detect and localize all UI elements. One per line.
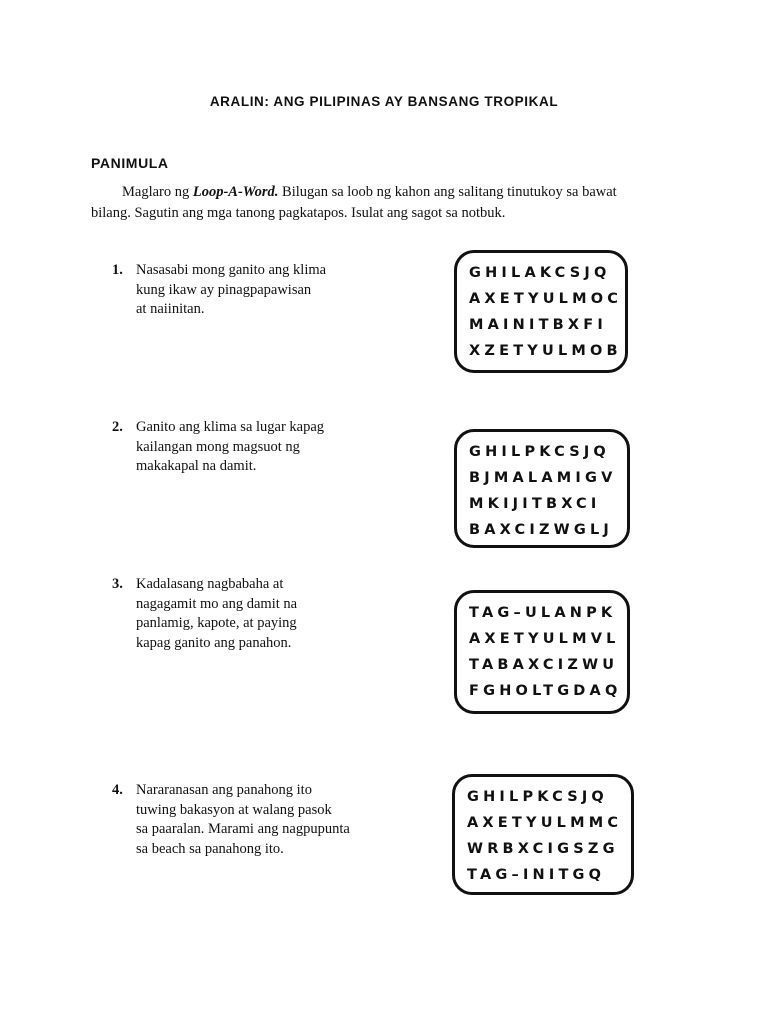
item-question: [136, 781, 396, 859]
instructions-keyword: Loop-A-Word.: [192, 184, 279, 200]
item-number: 4.: [112, 782, 123, 798]
grid-row[interactable]: BJMALAMIGV: [469, 470, 617, 486]
question-line: kailangan mong magsuot ng: [136, 438, 300, 455]
question-line: Kadalasang nagbabaha at: [136, 576, 284, 592]
instructions-prefix: Maglaro ng: [122, 184, 193, 200]
grid-row[interactable]: TABAXCIZWU: [469, 657, 619, 673]
grid-row[interactable]: TAG–INITGQ: [467, 867, 606, 883]
section-heading: PANIMULA: [91, 155, 169, 171]
grid-row[interactable]: FGHOLTGDAQ: [469, 683, 622, 699]
grid-row[interactable]: MKIJITBXCI: [469, 496, 601, 512]
question-line: panlamig, kapote, at paying: [136, 615, 297, 631]
grid-row[interactable]: XZETYULMOB: [469, 343, 622, 359]
item-question: [136, 418, 396, 477]
item-number: 3.: [112, 576, 123, 592]
word-grid-box: [454, 429, 630, 548]
question-line: kung ikaw ay pinagpapawisan: [136, 281, 312, 298]
question-line: sa beach sa panahong ito.: [136, 840, 284, 857]
word-grid-box: [454, 250, 628, 373]
question-line: nagagamit mo ang damit na: [136, 595, 298, 612]
instructions: [91, 182, 661, 224]
lesson-title: ARALIN: ANG PILIPINAS AY BANSANG TROPIKAL: [209, 94, 559, 109]
grid-row[interactable]: GHILPKCSJQ: [469, 444, 610, 460]
question-line: sa paaralan. Marami ang nagpupunta: [136, 821, 350, 837]
question-line: makakapal na damit.: [136, 458, 257, 474]
word-grid-box: [454, 590, 630, 714]
word-grid-box: [452, 774, 634, 895]
grid-row[interactable]: AXETYULMVL: [469, 631, 620, 647]
question-line: Nararanasan ang panahong ito: [136, 782, 312, 798]
instructions-line2: bilang. Sagutin ang mga tanong pagkatapos. Isulat ang sagot sa notbuk.: [91, 205, 506, 221]
item-question: [136, 261, 396, 320]
item-number: 2.: [112, 419, 123, 435]
grid-row[interactable]: AXETYULMOC: [469, 291, 623, 307]
grid-row[interactable]: MAINITBXFI: [469, 317, 607, 333]
item-question: [136, 575, 396, 653]
instructions-suffix: Bilugan sa loob ng kahon ang salitang tinutukoy sa bawat: [278, 184, 617, 200]
grid-row[interactable]: GHILPKCSJQ: [467, 789, 608, 805]
grid-row[interactable]: AXETYULMMC: [467, 815, 623, 831]
grid-row[interactable]: WRBXCIGSZG: [467, 841, 619, 857]
question-line: kapag ganito ang panahon.: [136, 634, 292, 651]
grid-row[interactable]: GHILAKCSJQ: [469, 265, 611, 281]
item-number: 1.: [112, 262, 123, 278]
question-line: tuwing bakasyon at walang pasok: [136, 801, 332, 818]
question-line: Nasasabi mong ganito ang klima: [136, 262, 327, 278]
grid-row[interactable]: TAG–ULANPK: [469, 605, 617, 621]
question-line: at naiinitan.: [136, 301, 205, 317]
grid-row[interactable]: BAXCIZWGLJ: [469, 522, 614, 538]
question-line: Ganito ang klima sa lugar kapag: [136, 419, 325, 435]
